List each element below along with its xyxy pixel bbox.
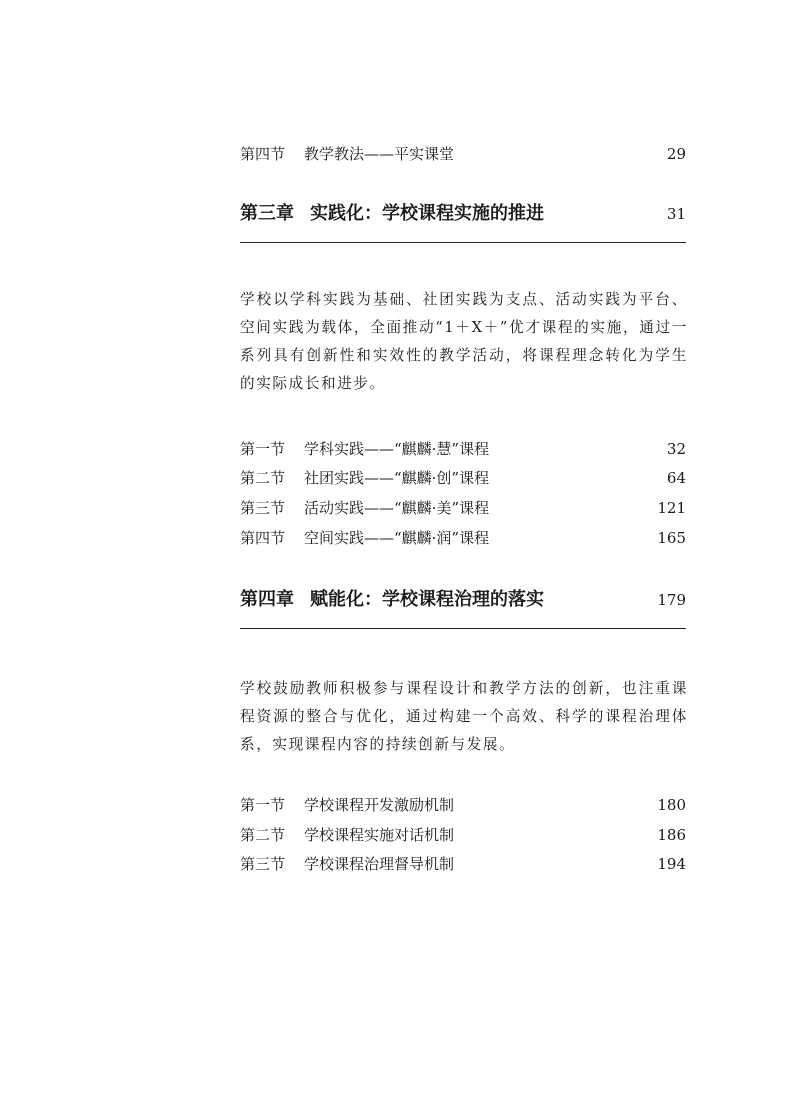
section-label: 第三节 xyxy=(240,499,286,517)
section-label: 第四节 xyxy=(240,529,286,547)
chapter-label: 第三章 xyxy=(240,203,294,224)
section-title: 活动实践——“麒麟·美”课程 xyxy=(304,499,490,517)
chapter-3-heading xyxy=(240,202,686,226)
page-number: 179 xyxy=(657,591,686,609)
section-label: 第一节 xyxy=(240,440,286,458)
section-label: 第二节 xyxy=(240,826,286,844)
section-title: 学校课程实施对话机制 xyxy=(304,826,455,844)
section-title: 学科实践——“麒麟·慧”课程 xyxy=(304,440,490,458)
page-number: 165 xyxy=(657,529,686,547)
chapter-4-heading xyxy=(240,588,686,612)
toc-entry-top xyxy=(240,144,686,164)
section-title: 社团实践——“麒麟·创”课程 xyxy=(304,469,490,487)
toc-entry xyxy=(240,795,686,815)
chapter-label: 第四章 xyxy=(240,589,294,610)
section-label: 第二节 xyxy=(240,469,286,487)
section-label: 第四节 xyxy=(240,145,286,163)
page-number: 121 xyxy=(657,499,686,517)
page-number: 64 xyxy=(666,469,686,487)
section-title: 空间实践——“麒麟·润”课程 xyxy=(304,529,490,547)
page-number: 194 xyxy=(657,855,686,873)
toc-entry xyxy=(240,498,686,518)
page-number: 32 xyxy=(666,440,686,458)
toc-entry xyxy=(240,854,686,874)
page-number: 29 xyxy=(666,145,686,163)
toc-entry xyxy=(240,468,686,488)
toc-entry xyxy=(240,439,686,459)
section-title: 学校课程治理督导机制 xyxy=(304,855,455,873)
section-title: 学校课程开发激励机制 xyxy=(304,796,455,814)
page-number: 180 xyxy=(657,796,686,814)
chapter-4-description: 学校鼓励教师积极参与课程设计和教学方法的创新，也注重课程资源的整合与优化，通过构建一个高效、科学的课程治理体系，实现课程内容的持续创新与发展。 xyxy=(240,680,688,753)
chapter-3-description: 学校以学科实践为基础、社团实践为支点、活动实践为平台、空间实践为载体，全面推动“1＋X＋”优才课程的实施，通过一系列具有创新性和实效性的教学活动，将课程理念转化为学生的实际成长和进步。 xyxy=(240,291,688,392)
toc-entry xyxy=(240,528,686,548)
page-number: 31 xyxy=(666,205,686,223)
section-title: 教学教法——平实课堂 xyxy=(304,145,455,163)
chapter-title: 实践化：学校课程实施的推进 xyxy=(310,203,544,224)
toc-entry xyxy=(240,825,686,845)
chapter-3-divider xyxy=(240,242,686,243)
section-label: 第一节 xyxy=(240,796,286,814)
page-number: 186 xyxy=(657,826,686,844)
chapter-4-divider xyxy=(240,628,686,629)
section-label: 第三节 xyxy=(240,855,286,873)
chapter-title: 赋能化：学校课程治理的落实 xyxy=(310,589,544,610)
